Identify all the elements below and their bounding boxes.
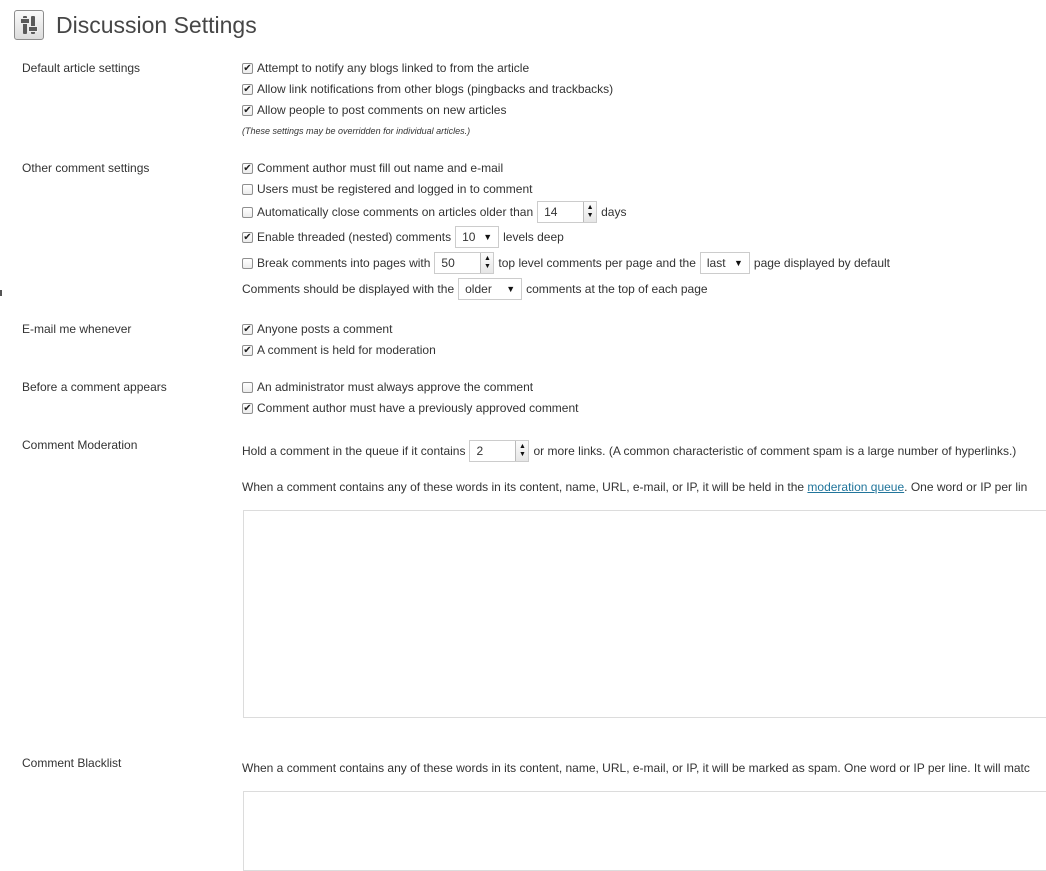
blacklist-keys-textarea[interactable] [243, 791, 1046, 871]
input-value: 2 [476, 444, 484, 458]
moderation-words-description [242, 480, 1027, 494]
moderation-queue-link[interactable]: moderation queue [807, 480, 905, 494]
option-auto-close[interactable] [242, 201, 626, 223]
spin-down-icon[interactable]: ▼ [586, 212, 594, 219]
comments-per-page-input[interactable] [434, 252, 494, 274]
checkbox-link-notifications[interactable]: ✔ [243, 83, 252, 95]
select-value: last [706, 256, 726, 270]
option-registered[interactable] [242, 182, 532, 196]
moderation-hold-suffix: or more links. (A common characteristic of comment spam is a large number of hyperlinks.) [533, 444, 1017, 458]
chevron-down-icon: ▼ [506, 284, 516, 294]
option-label: An administrator must always approve the comment [257, 380, 534, 394]
page-header [14, 10, 257, 40]
option-admin-approve[interactable] [242, 380, 533, 394]
option-label: Anyone posts a comment [257, 322, 393, 336]
section-label-email: E-mail me whenever [22, 322, 132, 336]
moderation-links-input[interactable] [469, 440, 529, 462]
spin-up-icon[interactable]: ▲ [586, 204, 594, 211]
moderation-hold-label: Hold a comment in the queue if it contains [242, 444, 466, 458]
checkbox-author-fill[interactable]: ✔ [243, 162, 252, 174]
auto-close-days-input[interactable] [537, 201, 597, 223]
option-suffix: levels deep [503, 230, 564, 244]
option-email-any-post[interactable] [242, 322, 392, 336]
checkbox-allow-comments[interactable]: ✔ [243, 104, 252, 116]
option-label: Enable threaded (nested) comments [257, 230, 452, 244]
spinner[interactable] [480, 253, 493, 273]
option-label: Automatically close comments on articles older than [257, 205, 534, 219]
moderation-keys-textarea[interactable] [243, 510, 1046, 718]
checkbox-admin-approve[interactable] [242, 382, 253, 393]
option-author-fill[interactable] [242, 161, 503, 175]
option-middle: top level comments per page and the [498, 256, 696, 270]
option-allow-comments[interactable] [242, 103, 506, 117]
option-label: Users must be registered and logged in to comment [257, 182, 533, 196]
checkbox-paged[interactable] [242, 258, 253, 269]
option-paged[interactable] [242, 252, 890, 274]
option-link-notifications[interactable] [242, 82, 613, 96]
section-label-before-appears: Before a comment appears [22, 380, 167, 394]
settings-icon [14, 10, 44, 40]
checkbox-email-any-post[interactable]: ✔ [243, 323, 252, 335]
edge-marker [0, 290, 2, 296]
option-label: Comment author must have a previously approved comment [257, 401, 579, 415]
input-value: 14 [544, 205, 558, 219]
option-label: Comment author must fill out name and e-mail [257, 161, 504, 175]
option-notify-blogs[interactable] [242, 61, 529, 75]
option-prev-approved[interactable] [242, 401, 579, 415]
option-suffix: page displayed by default [753, 256, 890, 270]
select-value: older [465, 282, 492, 296]
option-suffix: comments at the top of each page [526, 282, 708, 296]
option-label: Allow link notifications from other blogs (pingbacks and trackbacks) [257, 82, 614, 96]
checkbox-email-held[interactable]: ✔ [243, 344, 252, 356]
section-label-blacklist: Comment Blacklist [22, 756, 122, 770]
select-value: 10 [462, 230, 476, 244]
option-threaded[interactable] [242, 226, 564, 248]
checkbox-threaded[interactable]: ✔ [243, 231, 252, 243]
default-page-select[interactable] [700, 252, 750, 274]
thread-depth-select[interactable] [455, 226, 499, 248]
spin-up-icon[interactable]: ▲ [519, 443, 526, 450]
moderation-words-tail: . One word or IP per lin [904, 480, 1028, 494]
page-title: Discussion Settings [56, 11, 257, 38]
checkbox-registered[interactable] [242, 184, 253, 195]
settings-note: (These settings may be overridden for individual articles.) [242, 126, 471, 136]
checkbox-prev-approved[interactable]: ✔ [243, 402, 252, 414]
spin-down-icon[interactable]: ▼ [483, 263, 491, 270]
spin-up-icon[interactable]: ▲ [483, 255, 491, 262]
spinner[interactable] [583, 202, 596, 222]
option-suffix: days [601, 205, 627, 219]
option-label: Break comments into pages with [257, 256, 431, 270]
comment-order-select[interactable] [458, 278, 522, 300]
input-value: 50 [441, 256, 455, 270]
moderation-links-row [242, 440, 1016, 462]
section-label-default-article: Default article settings [22, 61, 141, 75]
checkbox-notify-blogs[interactable]: ✔ [243, 62, 252, 74]
spin-down-icon[interactable]: ▼ [519, 451, 526, 458]
moderation-words-text: When a comment contains any of these words in its content, name, URL, e-mail, or IP, it will be held in the [242, 480, 805, 494]
chevron-down-icon: ▼ [483, 232, 493, 242]
checkbox-auto-close[interactable] [242, 207, 253, 218]
option-label: Comments should be displayed with the [242, 282, 455, 296]
spinner[interactable] [515, 441, 528, 461]
blacklist-description: When a comment contains any of these words in its content, name, URL, e-mail, or IP, it will be marked as spam. One word or IP per line. It will matc [242, 761, 1030, 775]
section-label-other-comment: Other comment settings [22, 161, 150, 175]
option-label: Attempt to notify any blogs linked to from the article [257, 61, 530, 75]
option-label: Allow people to post comments on new articles [257, 103, 507, 117]
option-label: A comment is held for moderation [257, 343, 436, 357]
chevron-down-icon: ▼ [733, 258, 743, 268]
option-email-held[interactable] [242, 343, 436, 357]
section-label-moderation: Comment Moderation [22, 438, 138, 452]
option-order [242, 278, 708, 300]
